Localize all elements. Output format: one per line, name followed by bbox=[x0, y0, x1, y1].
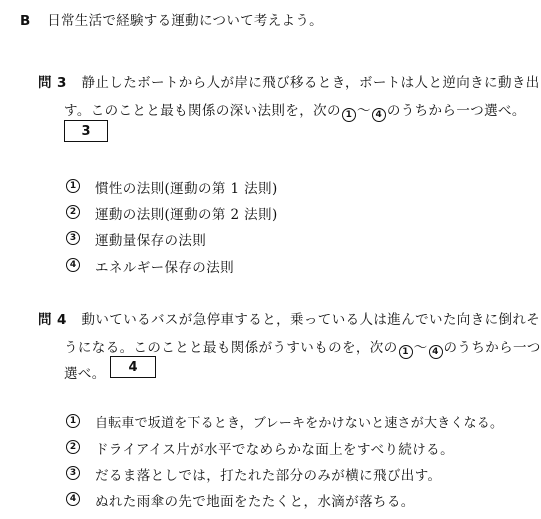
q3-choice-2-text: 運動の法則(運動の第 2 法則) bbox=[95, 207, 278, 223]
section-letter: B bbox=[20, 13, 31, 29]
q4-answer-box-label: 4 bbox=[128, 359, 138, 375]
q4-label: 問 4 bbox=[38, 312, 67, 328]
q3-label: 問 3 bbox=[38, 75, 67, 91]
q4-line3 bbox=[64, 362, 106, 382]
q3-choice-4-marker: 4 bbox=[66, 258, 80, 272]
q3-choice-4-text: エネルギー保存の法則 bbox=[95, 260, 234, 276]
q4-text2a: うになる。このことと最も関係がうすいものを，次の bbox=[64, 340, 398, 356]
section-header bbox=[20, 9, 323, 29]
q4-tilde: ～ bbox=[413, 340, 428, 356]
q3-choice-3-marker: 3 bbox=[66, 231, 80, 245]
q3-choice-1-text: 慣性の法則(運動の第 1 法則) bbox=[95, 181, 278, 197]
q4-text3: 選べ。 bbox=[64, 366, 106, 382]
q4-answer-box[interactable] bbox=[110, 356, 156, 378]
q4-range-to: 4 bbox=[429, 345, 443, 359]
q4-choice-1-text: 自転車で坂道を下るとき，ブレーキをかけないと速さが大きくなる。 bbox=[95, 416, 504, 431]
q4-text2b: のうちから一つ bbox=[443, 340, 541, 356]
section-title: 日常生活で経験する運動について考えよう。 bbox=[47, 13, 323, 29]
q4-choice-4-marker: 4 bbox=[66, 492, 80, 506]
q3-range-from: 1 bbox=[342, 108, 356, 122]
q3-text2a: す。このことと最も関係の深い法則を，次の bbox=[64, 103, 341, 119]
q3-text2b: のうちから一つ選べ。 bbox=[386, 103, 526, 119]
q4-choice-2-marker: 2 bbox=[66, 440, 80, 454]
q3-answer-box[interactable] bbox=[64, 120, 108, 142]
q3-answer-box-label: 3 bbox=[81, 123, 91, 139]
q4-choice-3-marker: 3 bbox=[66, 466, 80, 480]
q4-choice-1-marker: 1 bbox=[66, 414, 80, 428]
q3-tilde: ～ bbox=[356, 103, 371, 119]
q4-choice-4-text: ぬれた雨傘の先で地面をたたくと，水滴が落ちる。 bbox=[95, 494, 415, 510]
q4-text1: 動いているバスが急停車すると，乗っている人は進んでいた向きに倒れそ bbox=[81, 312, 541, 328]
q4-choice-2-text: ドライアイス片が水平でなめらかな面上をすべり続ける。 bbox=[95, 442, 454, 458]
q4-choice-3-text: だるま落としでは，打たれた部分のみが横に飛び出す。 bbox=[95, 468, 442, 484]
q3-line1 bbox=[38, 71, 540, 91]
q3-text1: 静止したボートから人が岸に飛び移るとき，ボートは人と逆向きに動き出 bbox=[81, 75, 540, 91]
q3-choice-1-marker: 1 bbox=[66, 179, 80, 193]
q4-line1 bbox=[38, 308, 540, 328]
q3-line2 bbox=[64, 99, 526, 122]
q3-range-to: 4 bbox=[372, 108, 386, 122]
q3-choice-3-text: 運動量保存の法則 bbox=[95, 233, 207, 249]
q4-range-from: 1 bbox=[399, 345, 413, 359]
q3-choice-2-marker: 2 bbox=[66, 205, 80, 219]
